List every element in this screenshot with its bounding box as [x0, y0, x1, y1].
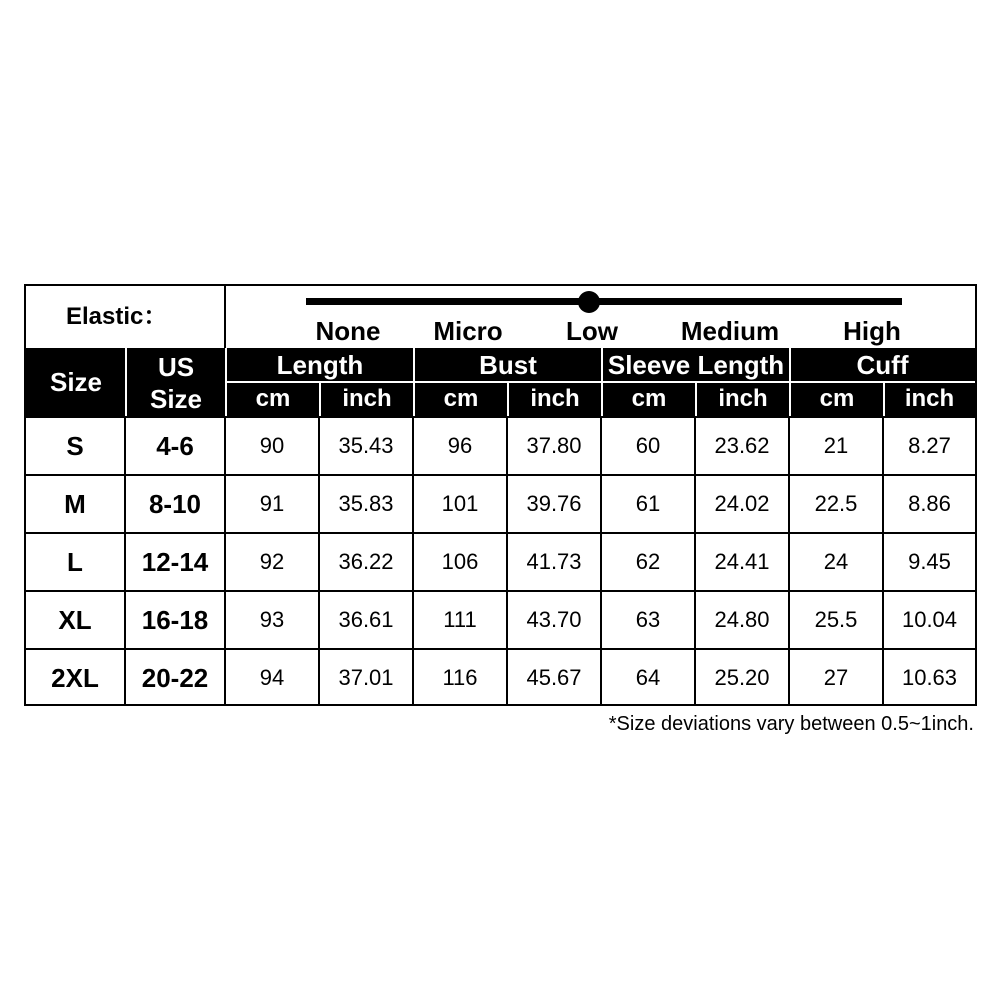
unit-header-cuff-inch: inch	[904, 385, 955, 412]
us-size-cell: 12-14	[126, 534, 226, 590]
measurement-cell: 96	[414, 418, 508, 474]
group-header-length: Length	[276, 350, 364, 380]
unit-header-length-cm: cm	[255, 385, 291, 412]
elastic-row	[26, 286, 975, 348]
table-row	[26, 648, 975, 706]
header-divider	[125, 348, 127, 416]
table-row	[26, 474, 975, 532]
header-divider	[319, 382, 321, 416]
size-cell: 2XL	[26, 650, 126, 706]
us-size-header-line1: US	[157, 352, 195, 382]
measurement-cell: 36.61	[320, 592, 414, 648]
size-chart	[24, 284, 977, 706]
size-cell: L	[26, 534, 126, 590]
elastic-level-none: None	[315, 316, 381, 346]
measurement-cell: 24.41	[696, 534, 790, 590]
measurement-cell: 25.5	[790, 592, 884, 648]
header-divider	[883, 382, 885, 416]
size-deviation-note: *Size deviations vary between 0.5~1inch.	[608, 713, 974, 735]
size-cell: M	[26, 476, 126, 532]
unit-header-bust-inch: inch	[530, 385, 580, 412]
group-header-cuff: Cuff	[856, 350, 909, 380]
group-header-sleeve-length: Sleeve Length	[607, 350, 785, 380]
measurement-cell: 25.20	[696, 650, 790, 706]
measurement-cell: 60	[602, 418, 696, 474]
measurement-cell: 90	[226, 418, 320, 474]
header-divider	[601, 348, 603, 416]
us-size-cell: 8-10	[126, 476, 226, 532]
header-divider	[789, 348, 791, 416]
measurement-cell: 106	[414, 534, 508, 590]
size-cell: XL	[26, 592, 126, 648]
elastic-scale-bar	[306, 298, 902, 305]
measurement-cell: 111	[414, 592, 508, 648]
measurement-cell: 62	[602, 534, 696, 590]
unit-header-bust-cm: cm	[443, 385, 479, 412]
us-size-header-line2: Size	[149, 384, 203, 414]
measurement-cell: 24.80	[696, 592, 790, 648]
measurement-cell: 27	[790, 650, 884, 706]
measurement-cell: 22.5	[790, 476, 884, 532]
measurement-cell: 10.63	[901, 665, 958, 690]
measurement-cell: 93	[226, 592, 320, 648]
group-header-bust: Bust	[479, 350, 537, 380]
measurement-cell: 35.43	[320, 418, 414, 474]
measurement-cell: 92	[226, 534, 320, 590]
elastic-level-medium: Medium	[680, 316, 780, 346]
header-divider	[413, 348, 415, 416]
measurement-cell: 8.27	[908, 433, 951, 458]
measurement-cell: 64	[602, 650, 696, 706]
table-row	[26, 416, 975, 474]
header-divider	[507, 382, 509, 416]
measurement-cell: 39.76	[508, 476, 602, 532]
header-divider	[695, 382, 697, 416]
unit-header-sleeve-inch: inch	[718, 385, 768, 412]
measurement-cell: 24	[790, 534, 884, 590]
unit-header-sleeve-cm: cm	[631, 385, 667, 412]
size-cell: S	[26, 418, 126, 474]
unit-header-length-inch: inch	[342, 385, 392, 412]
unit-header-cuff-cm: cm	[819, 385, 855, 412]
elastic-level-indicator	[578, 291, 600, 313]
us-size-cell: 16-18	[126, 592, 226, 648]
measurement-cell: 21	[790, 418, 884, 474]
table-row	[26, 590, 975, 648]
measurement-cell: 10.04	[901, 607, 958, 632]
elastic-level-low: Low	[566, 316, 618, 346]
measurement-cell: 37.01	[320, 650, 414, 706]
size-column-header: Size	[49, 367, 103, 397]
elastic-label: Elastic：	[26, 286, 226, 348]
measurement-cell: 41.73	[508, 534, 602, 590]
measurement-cell: 91	[226, 476, 320, 532]
measurement-cell: 36.22	[320, 534, 414, 590]
measurement-cell: 116	[414, 650, 508, 706]
measurement-cell: 9.45	[908, 549, 951, 574]
table-header	[26, 348, 975, 416]
measurement-cell: 35.83	[320, 476, 414, 532]
us-size-cell: 4-6	[126, 418, 226, 474]
elastic-level-high: High	[843, 316, 901, 346]
measurement-cell: 101	[414, 476, 508, 532]
measurement-cell: 63	[602, 592, 696, 648]
us-size-column-header	[126, 348, 226, 416]
measurement-cell: 43.70	[508, 592, 602, 648]
measurement-cell: 23.62	[696, 418, 790, 474]
measurement-cell: 24.02	[696, 476, 790, 532]
measurement-cell: 61	[602, 476, 696, 532]
elastic-level-micro: Micro	[433, 316, 503, 346]
measurement-cell: 94	[226, 650, 320, 706]
measurement-cell: 37.80	[508, 418, 602, 474]
measurement-cell: 8.86	[908, 491, 951, 516]
measurement-cell: 45.67	[508, 650, 602, 706]
table-row	[26, 532, 975, 590]
us-size-cell: 20-22	[126, 650, 226, 706]
